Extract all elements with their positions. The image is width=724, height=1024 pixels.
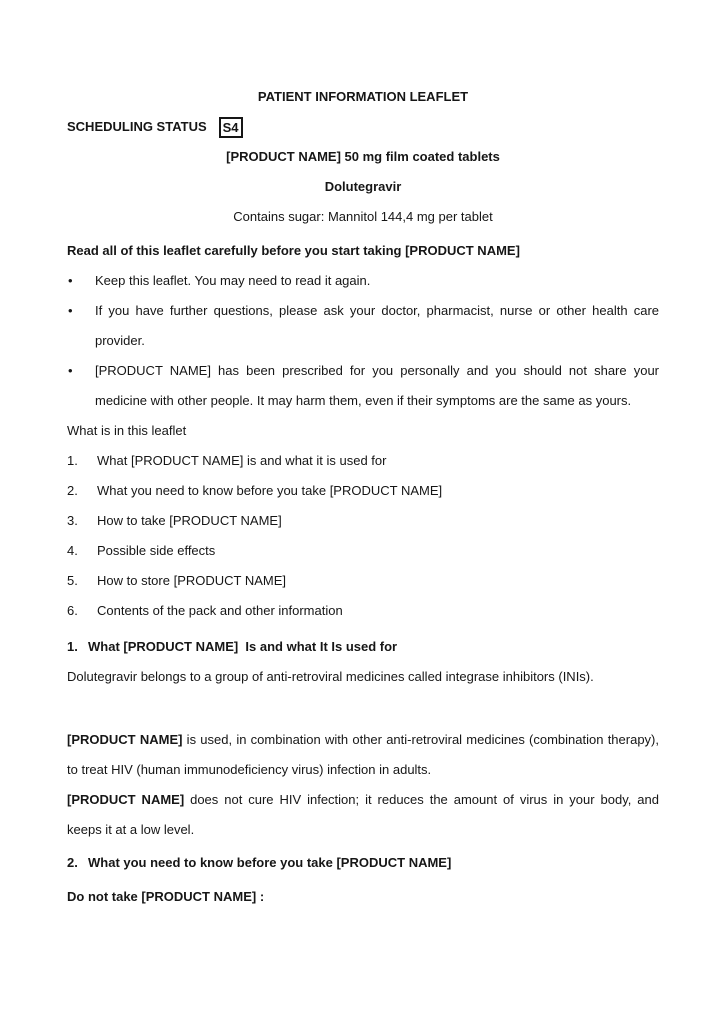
section-1-number: 1. (67, 639, 78, 654)
toc-item (67, 476, 659, 506)
product-name-line: [PRODUCT NAME] 50 mg film coated tablets (226, 149, 500, 164)
section-2-number: 2. (67, 855, 78, 870)
paragraph-spacer (67, 692, 659, 725)
indication-text: is used, in combination with other anti-retroviral medicines (combination therapy), to treat HIV (human immunodeficiency virus) infection in adults. (67, 732, 659, 777)
toc-item-number: 3. (67, 513, 78, 528)
toc-item-text: What you need to know before you take [PRODUCT NAME] (97, 483, 443, 498)
toc-list (67, 446, 659, 626)
toc-item-number: 6. (67, 603, 78, 618)
toc-item-number: 4. (67, 543, 78, 558)
toc-item (67, 446, 659, 476)
product-name-bold: [PRODUCT NAME] (67, 732, 183, 747)
toc-item-number: 1. (67, 453, 78, 468)
product-name-bold: [PRODUCT NAME] (67, 792, 185, 807)
section-2-title: What you need to know before you take [PRODUCT NAME] (88, 855, 452, 870)
toc-item-number: 5. (67, 573, 78, 588)
read-leaflet-heading: Read all of this leaflet carefully before you start taking [PRODUCT NAME] (67, 243, 520, 258)
toc-item-text: How to take [PRODUCT NAME] (97, 513, 282, 528)
toc-item (67, 506, 659, 536)
do-not-take-heading: Do not take [PRODUCT NAME] : (67, 889, 265, 904)
toc-item (67, 536, 659, 566)
toc-item-text: Contents of the pack and other information (97, 603, 343, 618)
section-1-heading (67, 632, 659, 662)
sugar-content-line: Contains sugar: Mannitol 144,4 mg per tablet (233, 209, 493, 224)
bullet-item: • If you have further questions, please ask your doctor, pharmacist, nurse or other health care provider. (67, 296, 659, 356)
no-cure-text: does not cure HIV infection; it reduces the amount of virus in your body, and keeps it at a low level. (67, 792, 659, 837)
bullet-item: • [PRODUCT NAME] has been prescribed for you personally and you should not share your medicine with other people. It may harm them, even if their symptoms are the same as yours. (67, 356, 659, 416)
toc-item-text: How to store [PRODUCT NAME] (97, 573, 287, 588)
document-title: PATIENT INFORMATION LEAFLET (257, 89, 469, 104)
scheduling-status-label: SCHEDULING STATUS (67, 119, 207, 134)
toc-item (67, 566, 659, 596)
active-ingredient: Dolutegravir (324, 179, 402, 194)
toc-item-number: 2. (67, 483, 78, 498)
section-1-title: What [PRODUCT NAME] Is and what It Is used for (88, 639, 398, 654)
toc-heading: What is in this leaflet (67, 423, 187, 438)
section-2-heading (67, 848, 659, 878)
intro-bullet-list (67, 266, 659, 416)
bullet-item: • Keep this leaflet. You may need to read it again. (67, 266, 659, 296)
toc-item-text: Possible side effects (97, 543, 216, 558)
toc-item (67, 596, 659, 626)
indication-paragraph (67, 725, 659, 785)
scheduling-status-row (67, 112, 659, 142)
section-1-intro-paragraph: Dolutegravir belongs to a group of anti-retroviral medicines called integrase inhibitors (INIs). (67, 669, 594, 684)
no-cure-paragraph (67, 785, 659, 845)
scheduling-status-box: S4 (219, 117, 243, 138)
toc-item-text: What [PRODUCT NAME] is and what it is used for (97, 453, 387, 468)
